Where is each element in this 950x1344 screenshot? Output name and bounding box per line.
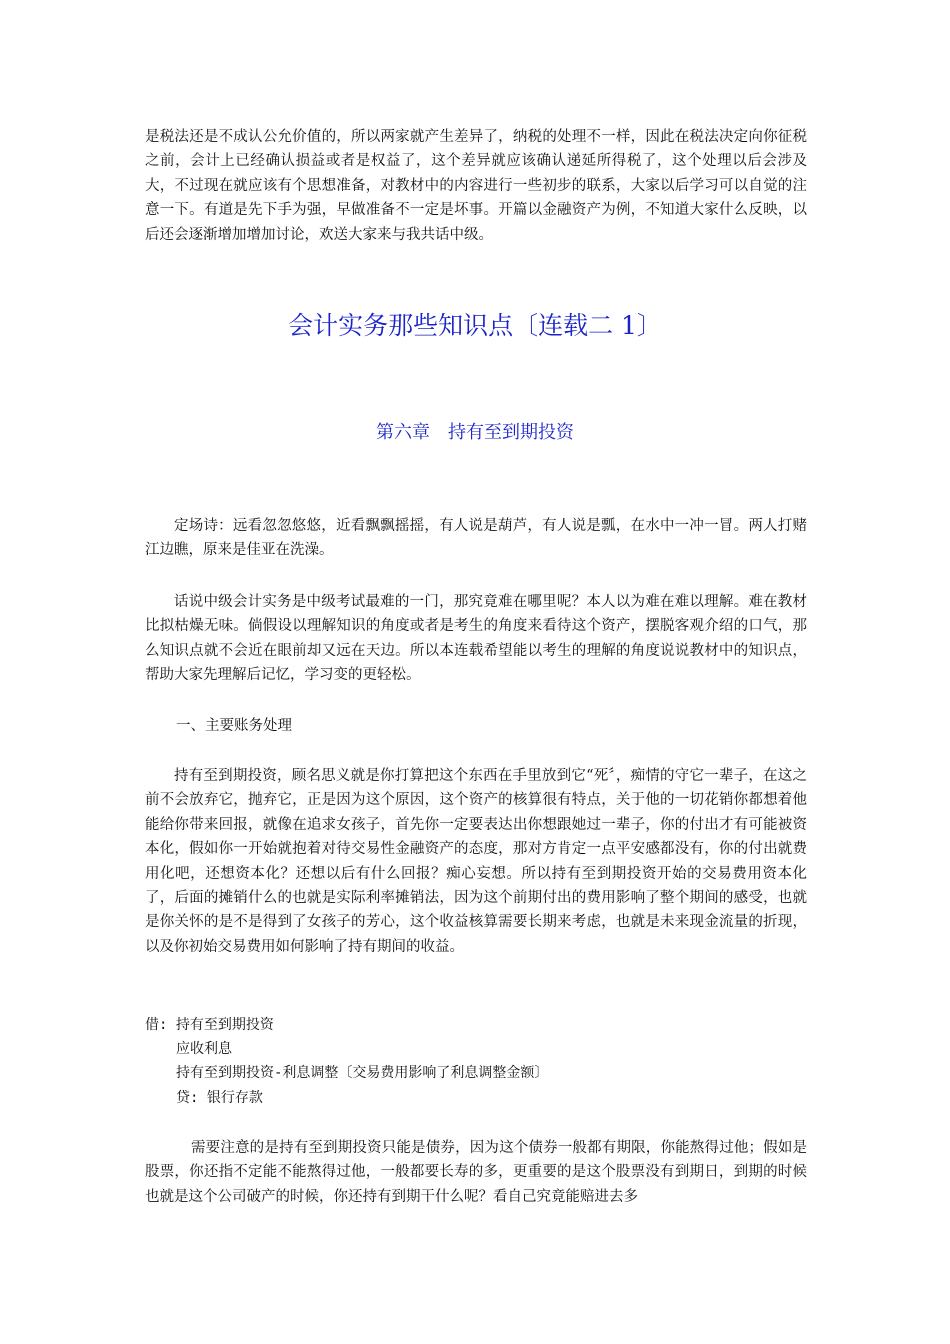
entry-line: 应收利息 [176,1041,232,1058]
body-paragraph-4: 需要注意的是持有至到期投资只能是债券，因为这个债券一般都有期限，你能熬得过他；假如是股票，你还指不定能不能熬得过他，一般都要长寿的多，更重要的是这个股票没有到期日，到期的时候也就是这个公司破产的时候，你还持有到期干什么呢？看自己究竟能赔进去多 [145,1140,807,1205]
poem-paragraph: 定场诗：远看忽忽悠悠，近看飘飘摇摇，有人说是葫芦，有人说是瓢，在水中一冲一冒。两人打赌江边瞧，原来是佳亚在洗澡。 [145,518,807,559]
article-title: 会计实务那些知识点〔连载二 1〕 [288,311,662,340]
body-paragraph-3: 持有至到期投资，顾名思义就是你打算把这个东西在手里放到它“死〞，痴情的守它一辈子，在这之前不会放弃它，抛弃它，正是因为这个原因，这个资产的核算很有特点，关于他的一切花销你都想着他能给你带来回报，就像在追求女孩子，首先你一定要表达出你想跟她过一辈子，你的付出才有可能被资本化，假如你一开始就抱着对待交易性金融资产的态度，那对方肯定一点平安感都没有，你的付出就费用化吧，还想资本化？还想以后有什么回报？痴心妄想。所以持有至到期投资开始的交易费用资本化了，后面的摊销什么的也就是实际利率摊销法，因为这个前期付出的费用影响了整个期间的感受，也就是你关怀的是不是得到了女孩子的芳心，这个收益核算需要长期来考虑，也就是未来现金流量的折现，以及你初始交易费用如何影响了持有期间的收益。 [145,768,807,955]
chapter-heading: 第六章 持有至到期投资 [376,422,574,443]
entry-credit-line: 贷: 银行存款 [176,1089,263,1106]
journal-entries [145,1013,807,1110]
body-paragraph-2: 话说中级会计实务是中级考试最难的一门，那究竟难在哪里呢？本人以为难在难以理解。难在教材比拟枯燥无味。倘假设以理解知识的角度或者是考生的角度来看待这个资产，摆脱客观介绍的口气，那么知识点就不会近在眼前却又远在天边。所以本连载希望能以考生的理解的角度说说教材中的知识点，帮助大家先理解后记忆，学习变的更轻松。 [145,594,807,684]
intro-paragraph: 是税法还是不成认公允价值的，所以两家就产生差异了，纳税的处理不一样，因此在税法决定向你征税之前，会计上已经确认损益或者是权益了，这个差异就应该确认递延所得税了，这个处理以后会涉及大，不过现在就应该有个思想准备，对教材中的内容进行一些初步的联系，大家以后学习可以自觉的注意一下。有道是先下手为强，早做准备不一定是坏事。开篇以金融资产为例，不知道大家什么反映，以后还会逐渐增加增加讨论，欢送大家来与我共话中级。 [145,129,807,243]
entry-debit-line: 借: 持有至到期投资 [145,1017,274,1033]
entry-line: 持有至到期投资-利息调整〔交易费用影响了利息调整金额〕 [176,1065,549,1082]
section-heading: 一、主要账务处理 [176,718,292,734]
